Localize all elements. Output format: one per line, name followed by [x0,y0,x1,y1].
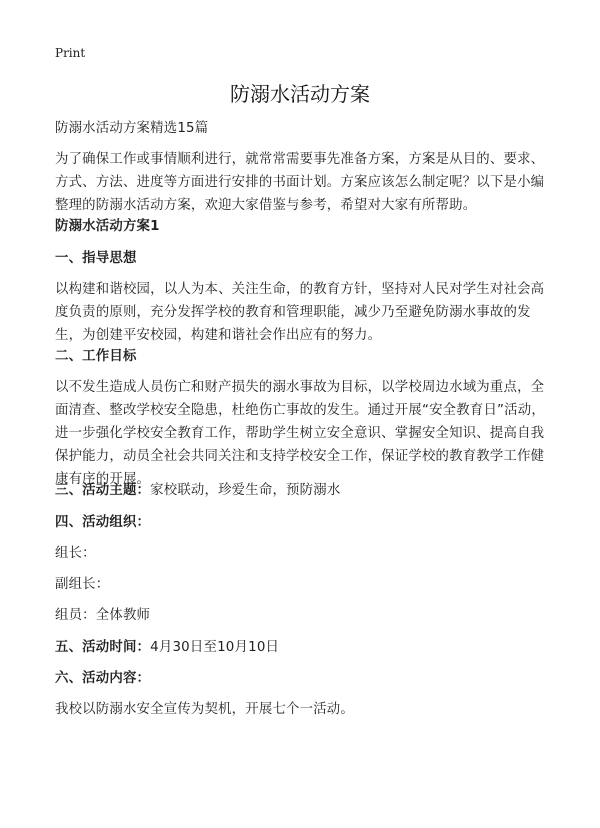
vice-leader-line: 副组长： [55,577,110,592]
section-4-heading: 四、活动组织： [55,515,151,530]
section-1-heading: 一、指导思想 [55,251,137,266]
plan-heading: 防溺水活动方案1 [55,219,160,234]
members-line: 组员：全体教师 [55,608,151,623]
section-5 [55,636,551,659]
section-6-heading: 六、活动内容： [55,671,151,686]
print-label: Print [55,46,86,60]
page-title: 防溺水活动方案 [230,82,370,106]
section-3 [55,479,551,502]
section-6-body: 我校以防溺水安全宣传为契机，开展七个一活动。 [55,702,354,717]
section-2-body: 以不发生造成人员伤亡和财产损失的溺水事故为目标，以学校周边水域为重点，全面清查、整改学校安全隐患，杜绝伤亡事故的发生。通过开展“安全教育日”活动，进一步强化学校安全教育工作，帮助学生树立安全意识、掌握安全知识、提高自我保护能力，动员全社会共同关注和支持学校安全工作，保证学校的教育教学工作健康有序的开展。 [55,380,545,487]
section-3-label: 三、活动主题： [55,483,151,498]
doc-subtitle: 防溺水活动方案精选15篇 [55,121,209,136]
section-2-heading: 二、工作目标 [55,349,137,364]
leader-line: 组长： [55,546,96,561]
section-5-label: 五、活动时间： [55,640,151,655]
intro-paragraph: 为了确保工作或事情顺利进行，就常常需要事先准备方案，方案是从目的、要求、方式、方法、进度等方面进行安排的书面计划。方案应该怎么制定呢？以下是小编整理的防溺水活动方案，欢迎大家借鉴与参考，希望对大家有所帮助。 [55,152,545,213]
section-3-value: 家校联动，珍爱生命，预防溺水 [150,483,341,498]
section-5-value: 4月30日至10月10日 [150,640,280,655]
section-1-body: 以构建和谐校园，以人为本、关注生命，的教育方针，坚持对人民对学生对社会高度负责的原则，充分发挥学校的教育和管理职能，减少乃至避免防溺水事故的发生，为创建平安校园，构建和谐社会作出应有的努力。 [55,282,545,343]
